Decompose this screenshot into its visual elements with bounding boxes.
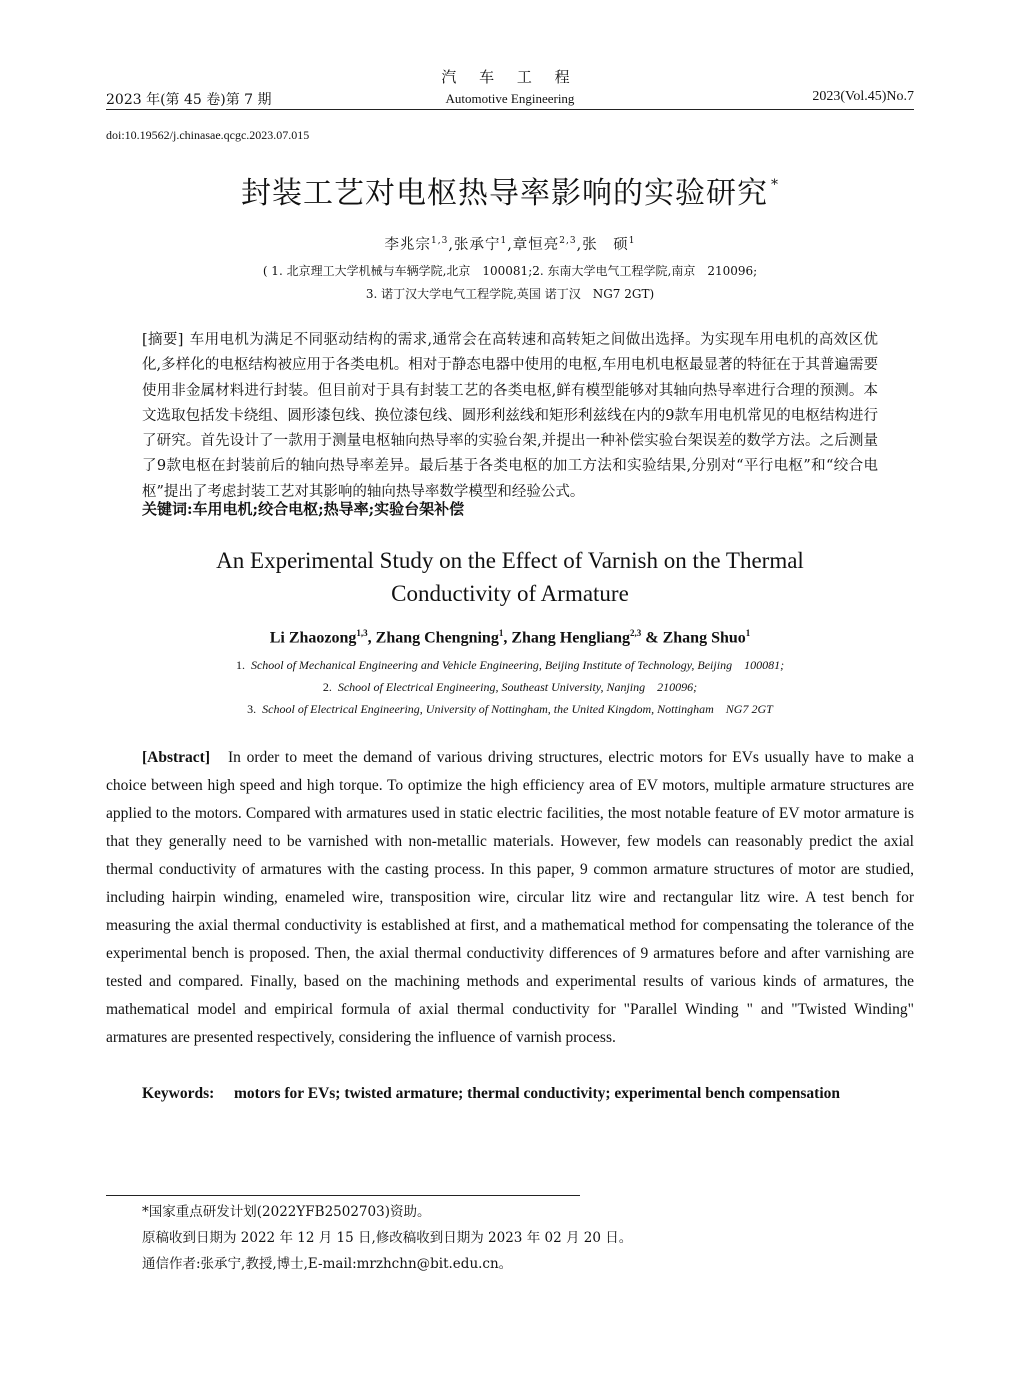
author-separator: &	[641, 629, 663, 647]
issue-info-cn: 2023 年(第 45 卷)第 7 期	[106, 92, 272, 108]
author-cn-name: 李兆宗	[384, 237, 432, 253]
issue-info-en: 2023(Vol.45)No.7	[812, 89, 914, 104]
journal-name-en: Automotive Engineering	[445, 91, 575, 106]
affiliation-en-3	[0, 700, 1020, 717]
abstract-cn	[142, 328, 878, 505]
title-cn-text: 封装工艺对电枢热导率影响的实验研究	[241, 176, 768, 211]
author-separator: ,	[503, 629, 512, 647]
author-separator: ,	[367, 629, 376, 647]
author-en-aff: 2,3	[630, 628, 642, 638]
abstract-cn-label: [摘要]	[142, 332, 184, 348]
author-en-name: Zhang Shuo	[662, 629, 746, 647]
footnote-dates: 原稿收到日期为 2022 年 12 月 15 日,修改稿收到日期为 2023 年 02 月 20 日。	[142, 1230, 633, 1246]
affiliation-en-number: 2.	[322, 680, 332, 694]
affiliations-cn-line2: 3. 诺丁汉大学电气工程学院,英国 诺丁汉 NG7 2GT)	[365, 287, 655, 301]
author-cn-aff: 1	[628, 236, 636, 247]
keywords-cn-label: 关键词:	[142, 500, 193, 518]
title-en	[0, 544, 1020, 610]
author-cn-aff: 1,3	[431, 236, 449, 247]
author-cn-aff: 2,3	[559, 236, 577, 247]
author-en-aff: 1,3	[356, 628, 368, 638]
author-en-name: Zhang Hengliang	[511, 629, 631, 647]
author-en-aff: 1	[498, 628, 504, 638]
affiliation-en-number: 3.	[247, 702, 257, 716]
authors-en	[0, 628, 1020, 647]
keywords-en-text: motors for EVs; twisted armature; thermal conductivity; experimental bench compensation	[234, 1085, 840, 1102]
affiliation-en-1	[0, 656, 1020, 673]
author-cn-name: 张 硕	[582, 237, 629, 253]
affiliation-en-text: School of Mechanical Engineering and Vehicle Engineering, Beijing Institute of Technology, Beijing 100081;	[250, 658, 785, 672]
keywords-en-label: Keywords:	[142, 1085, 215, 1102]
keywords-cn	[142, 498, 878, 519]
author-cn-name: 张承宁	[453, 237, 501, 253]
journal-name-cn: 汽 车 工 程	[441, 68, 579, 86]
keywords-cn-text: 车用电机;绞合电枢;热导率;实验台架补偿	[192, 500, 465, 518]
abstract-en	[106, 744, 914, 1052]
abstract-en-text: In order to meet the demand of various driving structures, electric motors for EVs usually have to make a choice between high speed and high torque. To optimize the high efficiency area of EV motors, multiple armature structures are applied to the motors. Compared with armatures used in static electric facilities, the most notable feature of EV motor armature is that they generally need to be varnished with non-metallic materials. However, few models can reasonably predict the axial thermal conductivity of armatures with the casting process. In this paper, 9 common armature structures of motor are studied, including hairpin winding, enameled wire, transposition wire, circular litz wire and rectangular litz wire. A test bench for measuring the axial thermal conductivity is established at first, and a mathematical method for compensating the tolerance of the experimental bench is proposed. Then, the axial thermal conductivity differences of 9 armatures before and after varnishing are tested and compared. Finally, based on the machining methods and experimental results of various kinds of armatures, the mathematical model and empirical formula of axial thermal conductivity for "Parallel Winding " and "Twisted Winding" armatures are presented respectively, considering the influence of varnish process.	[106, 749, 914, 1046]
footnote-rule	[106, 1195, 580, 1196]
author-en-name: Li Zhaozong	[269, 629, 357, 647]
footnote-funding: *国家重点研发计划(2022YFB2502703)资助。	[142, 1204, 431, 1220]
author-cn-name: 章恒亮	[512, 237, 560, 253]
affiliation-en-text: School of Electrical Engineering, University of Nottingham, the United Kingdom, Nottingham NG7 2GT	[262, 702, 773, 716]
title-footnote-mark: *	[771, 177, 779, 193]
abstract-en-label: [Abstract]	[142, 749, 211, 766]
footnote-contact: 通信作者:张承宁,教授,博士,E-mail:mrzhchn@bit.edu.cn。	[142, 1256, 513, 1272]
title-cn	[0, 168, 1020, 212]
affiliations-cn-line1: ( 1. 北京理工大学机械与车辆学院,北京 100081;2. 东南大学电气工程学院,南京 210096;	[262, 264, 758, 278]
abstract-cn-text: 车用电机为满足不同驱动结构的需求,通常会在高转速和高转矩之间做出选择。为实现车用电机的高效区优化,多样化的电枢结构被应用于各类电机。相对于静态电器中使用的电枢,车用电机电枢最显著的特征在于其普遍需要使用非金属材料进行封装。但目前对于具有封装工艺的各类电枢,鲜有模型能够对其轴向热导率进行合理的预测。本文选取包括发卡绕组、圆形漆包线、换位漆包线、圆形利兹线和矩形利兹线在内的9款车用电机常见的电枢结构进行了研究。首先设计了一款用于测量电枢轴向热导率的实验台架,并提出一种补偿实验台架误差的数学方法。之后测量了9款电枢在封装前后的轴向热导率差异。最后基于各类电枢的加工方法和实验结果,分别对“平行电枢”和“绞合电枢”提出了考虑封装工艺对其影响的轴向热导率数学模型和经验公式。	[142, 332, 878, 500]
affiliation-en-number: 1.	[235, 658, 245, 672]
author-cn-aff: 1	[500, 236, 508, 247]
authors-cn: 李兆宗$^{1,3}$,张承宁$^1$,章恒亮$^{2,3}$,张 硕$^1$	[384, 236, 636, 253]
affiliation-en-2	[0, 678, 1020, 695]
affiliation-en-text: School of Electrical Engineering, Southeast University, Nanjing 210096;	[337, 680, 698, 694]
header-rule	[106, 109, 914, 110]
title-en-line2: Conductivity of Armature	[391, 581, 629, 606]
doi[interactable]: doi:10.19562/j.chinasae.qcgc.2023.07.015	[106, 128, 310, 142]
author-en-name: Zhang Chengning	[375, 629, 499, 647]
title-en-line1: An Experimental Study on the Effect of Varnish on the Thermal	[216, 548, 804, 573]
author-en-aff: 1	[745, 628, 751, 638]
